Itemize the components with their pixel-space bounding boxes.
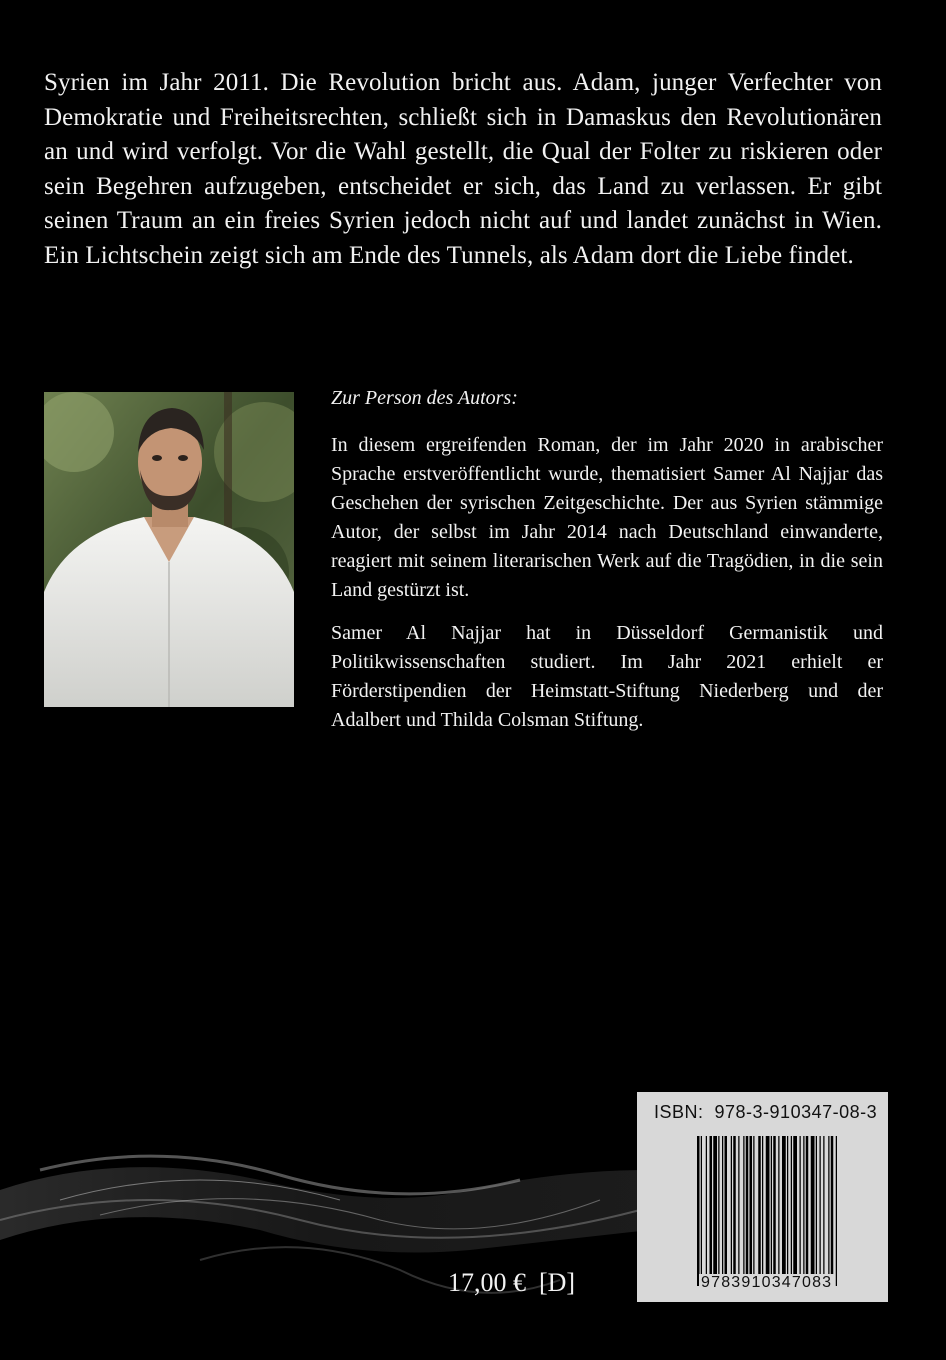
barcode-bar bbox=[771, 1136, 772, 1286]
barcode-bar bbox=[800, 1136, 801, 1286]
barcode-bar bbox=[733, 1136, 736, 1286]
barcode-bar bbox=[823, 1136, 824, 1286]
barcode-bar bbox=[697, 1136, 700, 1286]
barcode-bar bbox=[806, 1136, 809, 1286]
barcode-bar bbox=[762, 1136, 763, 1286]
barcode-bar bbox=[753, 1136, 754, 1286]
bio-paragraph: In diesem ergreifenden Roman, der im Jahr 2020 in arabischer Sprache erstveröffentlicht wurde, thematisiert Samer Al Najjar das Geschehen der syrischen Zeitgeschichte. Der aus Syrien stämmige Autor, der selbst im Jahr 2014 nach Deutschland einwanderte, reagiert mit seinem literarischen Werk auf die Tragödien, in die sein Land gestürzt ist. bbox=[331, 434, 883, 601]
barcode-bar bbox=[793, 1136, 797, 1286]
barcode-digits: 9783910347083 bbox=[701, 1274, 833, 1291]
barcode-bar bbox=[791, 1136, 792, 1286]
barcode-bar bbox=[743, 1136, 744, 1286]
barcode-bar bbox=[816, 1136, 817, 1286]
barcode-bar bbox=[787, 1136, 788, 1286]
barcode-bar bbox=[750, 1136, 753, 1286]
barcode-bar bbox=[773, 1136, 776, 1286]
barcode-bar bbox=[758, 1136, 761, 1286]
barcode-bar bbox=[803, 1136, 804, 1286]
isbn-barcode-box bbox=[637, 1092, 888, 1302]
bio-heading: Zur Person des Autors: bbox=[331, 387, 518, 409]
barcode-bar bbox=[722, 1136, 723, 1286]
barcode-bar bbox=[782, 1136, 786, 1286]
back-cover-blurb: Syrien im Jahr 2011. Die Revolution bricht aus. Adam, junger Verfechter von Demokratie und Freiheitsrechten, schließt sich in Damaskus den Revolutionären an und wird verfolgt. Vor die Wahl gestellt, die Qual der Folter zu riskieren oder sein Begehren aufzugeben, entscheidet er sich, das Land zu verlassen. Er gibt seinen Traum an ein freies Syrien jedoch nicht auf und landet zunächst in Wien. Ein Lichtschein zeigt sich am Ende des Tunnels, als Adam dort die Liebe findet. bbox=[44, 69, 882, 269]
barcode-bar bbox=[701, 1136, 702, 1286]
barcode-bar bbox=[718, 1136, 719, 1286]
barcode-bar bbox=[710, 1136, 713, 1286]
barcode-bar bbox=[731, 1136, 732, 1286]
author-bio bbox=[331, 385, 883, 749]
barcode-bar bbox=[738, 1136, 739, 1286]
barcode-bar bbox=[820, 1136, 821, 1286]
price-label: 17,00 € [D] bbox=[448, 1268, 576, 1297]
isbn-label: ISBN: 978-3-910347-08-3 bbox=[654, 1102, 878, 1122]
barcode-bar bbox=[713, 1136, 717, 1286]
bio-paragraph: Samer Al Najjar hat in Düsseldorf Germanistik und Politikwissenschaften studiert. Im Jahr 2021 erhielt er Förderstipendien der Heimstatt-Stiftung Niederberg und der Adalbert und Thilda Colsman Stiftung. bbox=[331, 622, 883, 731]
author-photo bbox=[44, 392, 294, 707]
barcode-bar bbox=[725, 1136, 728, 1286]
barcode-bar bbox=[811, 1136, 815, 1286]
barcode-bar bbox=[706, 1136, 707, 1286]
barcode-bar bbox=[766, 1136, 770, 1286]
barcode-bar bbox=[778, 1136, 779, 1286]
barcode bbox=[697, 1136, 875, 1286]
barcode-bar bbox=[831, 1136, 834, 1286]
barcode-bar bbox=[828, 1136, 829, 1286]
barcode-bar bbox=[836, 1136, 837, 1286]
barcode-bar bbox=[746, 1136, 749, 1286]
